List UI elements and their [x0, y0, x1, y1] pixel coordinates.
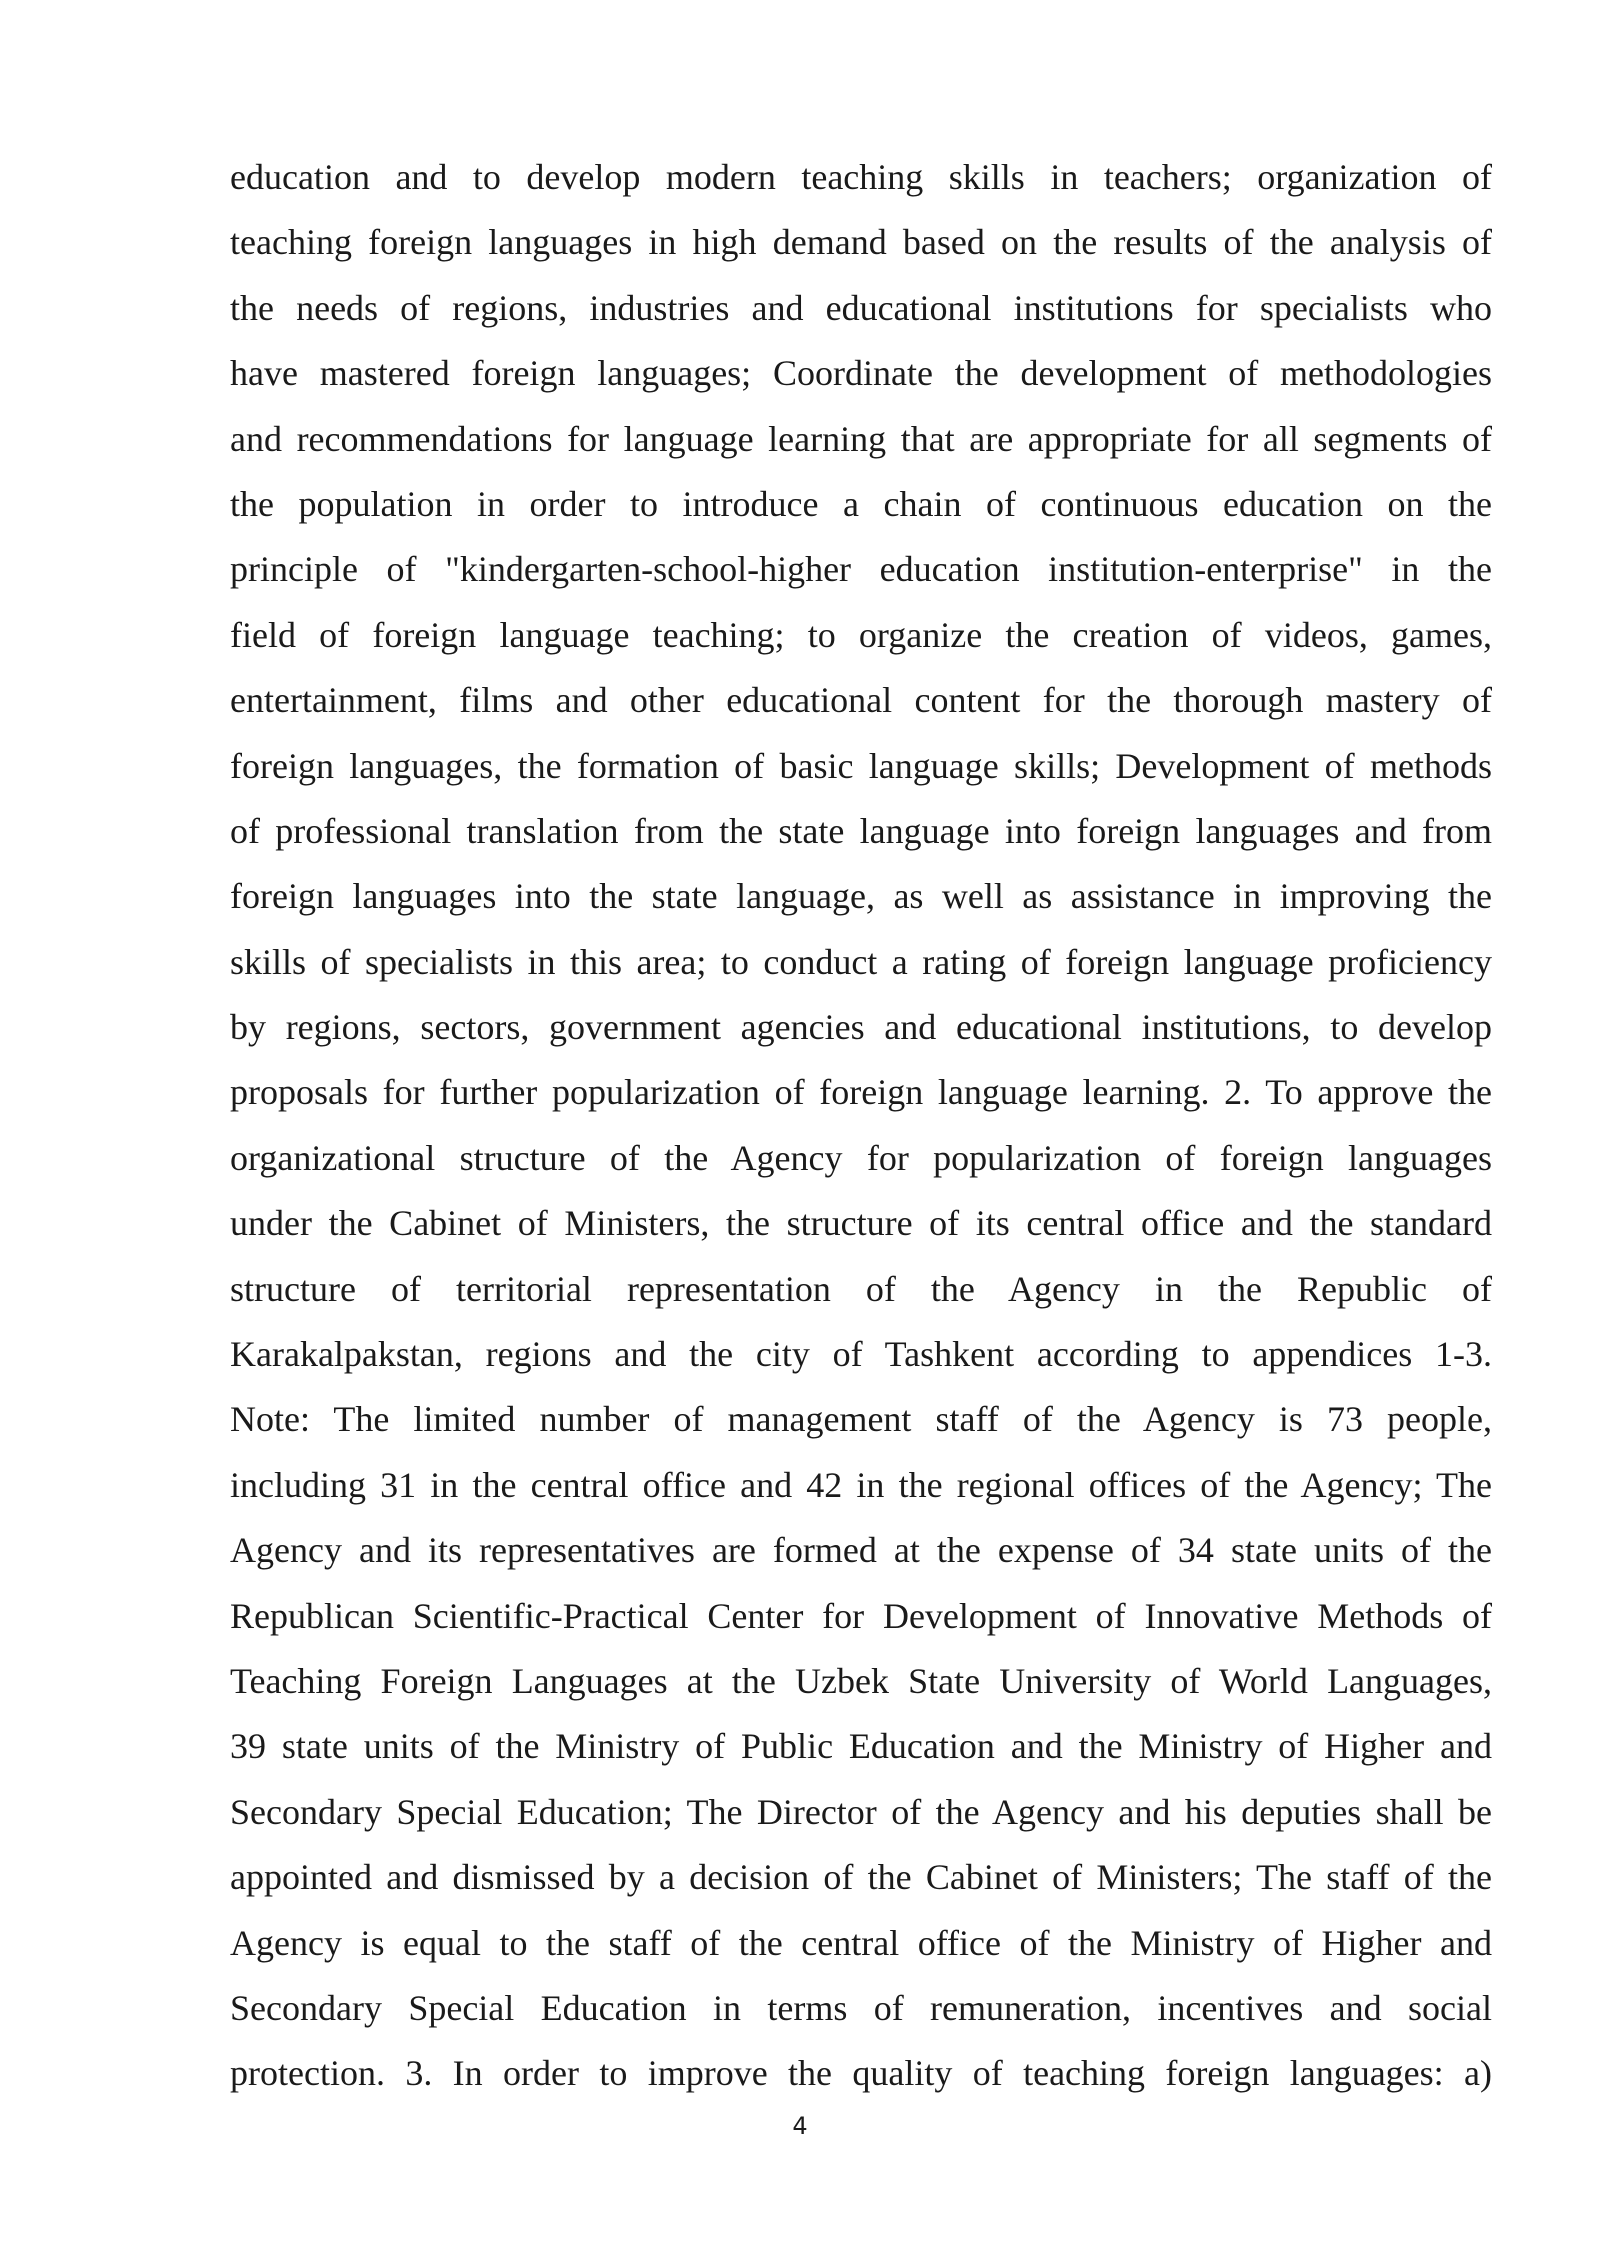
text-line: Secondary Special Education in terms of remuneration, incentives and social — [230, 1987, 1492, 2028]
text-line: 39 state units of the Ministry of Public Education and the Ministry of Higher and — [230, 1726, 1492, 1767]
text-line: and recommendations for language learning that are appropriate for all segments of — [230, 418, 1492, 459]
text-line: protection. 3. In order to improve the quality of teaching foreign languages: a) — [230, 2053, 1492, 2094]
text-line: under the Cabinet of Ministers, the structure of its central office and the standard — [230, 1203, 1493, 1244]
page-number: 4 — [792, 2112, 808, 2140]
text-line: Republican Scientific-Practical Center for Development of Innovative Methods of — [230, 1595, 1492, 1636]
text-line: have mastered foreign languages; Coordinate the development of methodologies — [230, 353, 1492, 394]
text-line: including 31 in the central office and 42 in the regional offices of the Agency; The — [230, 1464, 1492, 1505]
text-line: skills of specialists in this area; to conduct a rating of foreign language proficiency — [230, 941, 1492, 982]
text-line: foreign languages, the formation of basic language skills; Development of methods — [230, 745, 1492, 786]
text-line: Karakalpakstan, regions and the city of Tashkent according to appendices 1-3. — [230, 1334, 1492, 1375]
text-line: of professional translation from the state language into foreign languages and from — [230, 810, 1492, 851]
text-line: Agency is equal to the staff of the central office of the Ministry of Higher and — [230, 1922, 1492, 1963]
text-line: the needs of regions, industries and educational institutions for specialists who — [230, 287, 1492, 328]
text-line: proposals for further popularization of foreign language learning. 2. To approve the — [230, 1072, 1492, 1113]
body-paragraph — [230, 145, 1492, 2107]
text-line: Secondary Special Education; The Director of the Agency and his deputies shall be — [230, 1791, 1492, 1832]
text-line: by regions, sectors, government agencies and educational institutions, to develop — [230, 1007, 1492, 1048]
text-line: Teaching Foreign Languages at the Uzbek State University of World Languages, — [230, 1660, 1492, 1701]
text-line: the population in order to introduce a chain of continuous education on the — [230, 483, 1492, 524]
text-line: foreign languages into the state language, as well as assistance in improving the — [230, 876, 1492, 917]
text-line: Agency and its representatives are formed at the expense of 34 state units of the — [230, 1530, 1492, 1571]
text-line: education and to develop modern teaching skills in teachers; organization of — [230, 157, 1492, 197]
text-line: appointed and dismissed by a decision of the Cabinet of Ministers; The staff of the — [230, 1857, 1492, 1898]
text-line: principle of "kindergarten-school-higher education institution-enterprise" in the — [230, 549, 1493, 590]
text-line: structure of territorial representation of the Agency in the Republic of — [230, 1268, 1492, 1309]
text-line: field of foreign language teaching; to organize the creation of videos, games, — [230, 614, 1492, 655]
text-line: organizational structure of the Agency for popularization of foreign languages — [230, 1137, 1492, 1178]
text-line: Note: The limited number of management staff of the Agency is 73 people, — [230, 1399, 1493, 1440]
text-line: teaching foreign languages in high demand based on the results of the analysis of — [230, 222, 1492, 263]
text-line: entertainment, films and other educational content for the thorough mastery of — [230, 680, 1492, 721]
